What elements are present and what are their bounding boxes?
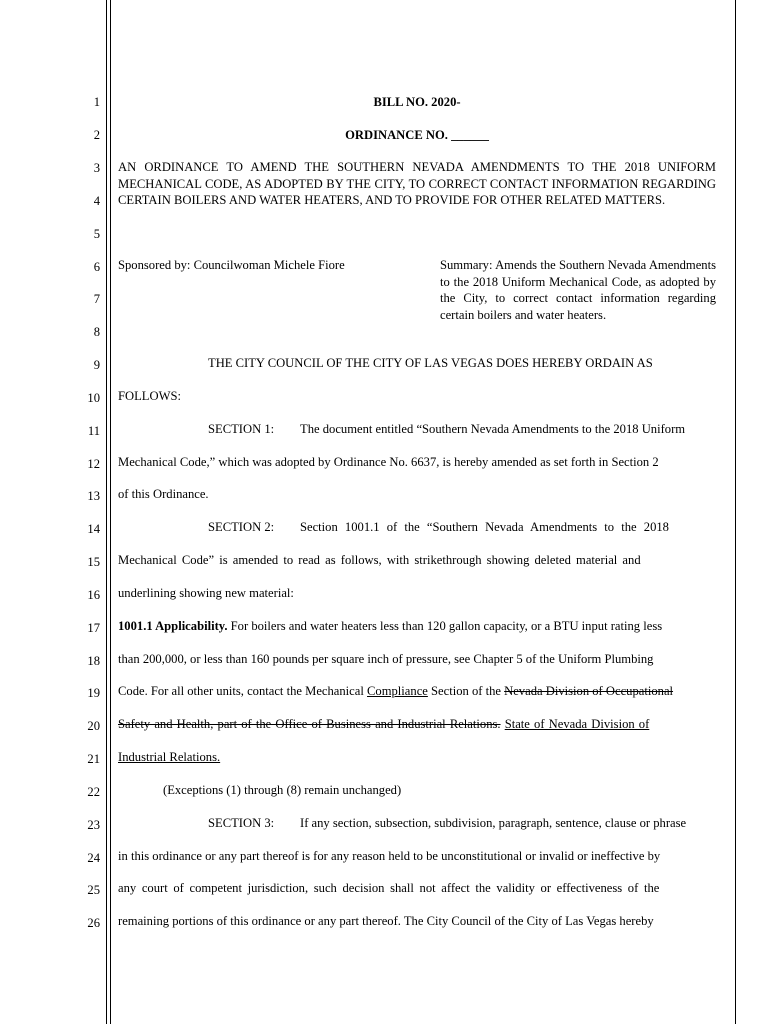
deleted-text: Nevada Division of Occupational bbox=[504, 684, 674, 698]
amended-line bbox=[118, 750, 716, 765]
amended-line bbox=[118, 717, 716, 732]
line-number: 12 bbox=[87, 457, 100, 471]
line-number: 5 bbox=[93, 227, 100, 241]
line-number: 8 bbox=[93, 325, 100, 339]
ordinance-number: ORDINANCE NO. ______ bbox=[345, 128, 489, 142]
amended-line bbox=[118, 684, 716, 699]
sponsor: Sponsored by: Councilwoman Michele Fiore bbox=[118, 258, 345, 272]
enacting-text: THE CITY COUNCIL OF THE CITY OF LAS VEGAS DOES HEREBY ORDAIN AS bbox=[208, 356, 653, 370]
inserted-text: Industrial Relations. bbox=[118, 750, 221, 764]
line-number: 23 bbox=[87, 818, 100, 832]
body-line: Mechanical Code,” which was adopted by Ordinance No. 6637, is hereby amended as set forth in Section 2 bbox=[118, 455, 659, 469]
line-number: 26 bbox=[87, 916, 100, 930]
enacting-clause bbox=[208, 356, 716, 371]
right-margin-rule bbox=[735, 0, 736, 1024]
section-label: SECTION 3: bbox=[208, 816, 275, 830]
line-number: 14 bbox=[87, 522, 100, 536]
bill-number: BILL NO. 2020- bbox=[373, 95, 461, 109]
section-1-line bbox=[208, 422, 716, 437]
line-number: 13 bbox=[87, 489, 100, 503]
ordinance-title: AN ORDINANCE TO AMEND THE SOUTHERN NEVADA AMENDMENTS TO THE 2018 UNIFORM MECHANICAL CODE, AS ADOPTED BY THE CITY, TO CORRECT CONTACT INFORMATION REGARDING CERTAIN BOILERS AND WATER HEATERS, AND TO PROVIDE FOR OTHER RELATED MATTERS. bbox=[118, 160, 716, 207]
line-number: 4 bbox=[93, 194, 100, 208]
applicability-text: For boilers and water heaters less than 120 gallon capacity, or a BTU input rating less bbox=[227, 619, 663, 633]
body-line: Mechanical Code” is amended to read as follows, with strikethrough showing deleted material and bbox=[118, 553, 641, 567]
body-line: than 200,000, or less than 160 pounds per square inch of pressure, see Chapter 5 of the Uniform Plumbing bbox=[118, 652, 654, 666]
inserted-text: Compliance bbox=[367, 684, 428, 698]
summary: Summary: Amends the Southern Nevada Amendments to the 2018 Uniform Mechanical Code, as adopted by the City, to correct contact information regarding certain boilers and water heaters. bbox=[440, 258, 716, 322]
deleted-text: Safety and Health, part of the Office of Business and Industrial Relations. bbox=[118, 717, 501, 731]
line-number: 11 bbox=[87, 424, 100, 438]
line-number: 21 bbox=[87, 752, 100, 766]
line-number: 24 bbox=[87, 851, 100, 865]
applicability-heading: 1001.1 Applicability. bbox=[118, 619, 228, 633]
line-number: 15 bbox=[87, 555, 100, 569]
section-2-line bbox=[208, 520, 716, 535]
body-line: FOLLOWS: bbox=[118, 389, 181, 403]
body-line: remaining portions of this ordinance or any part thereof. The City Council of the City of Las Vegas hereby bbox=[118, 914, 654, 928]
line-number: 16 bbox=[87, 588, 100, 602]
line-number: 1 bbox=[93, 95, 100, 109]
section-label: SECTION 2: bbox=[208, 520, 275, 534]
line-number: 3 bbox=[93, 161, 100, 175]
line-number: 10 bbox=[87, 391, 100, 405]
body-line: of this Ordinance. bbox=[118, 487, 209, 501]
inserted-text: State of Nevada Division of bbox=[504, 717, 650, 731]
line-number: 9 bbox=[93, 358, 100, 372]
left-margin-rule-inner bbox=[110, 0, 111, 1024]
line-number: 6 bbox=[93, 260, 100, 274]
line-number: 25 bbox=[87, 883, 100, 897]
line-number: 17 bbox=[87, 621, 100, 635]
line-number: 2 bbox=[93, 128, 100, 142]
left-margin-rule-outer bbox=[106, 0, 107, 1024]
section-3-line bbox=[208, 816, 716, 831]
section-text: The document entitled “Southern Nevada Amendments to the 2018 Uniform bbox=[300, 422, 686, 436]
line-number: 7 bbox=[93, 292, 100, 306]
body-line: in this ordinance or any part thereof is for any reason held to be unconstitutional or invalid or ineffective by bbox=[118, 849, 661, 863]
section-text: If any section, subsection, subdivision, paragraph, sentence, clause or phrase bbox=[300, 816, 687, 830]
body-line: any court of competent jurisdiction, such decision shall not affect the validity or effectiveness of the bbox=[118, 881, 660, 895]
line-number: 19 bbox=[87, 686, 100, 700]
exceptions-note: (Exceptions (1) through (8) remain unchanged) bbox=[163, 783, 402, 797]
section-text: Section 1001.1 of the “Southern Nevada Amendments to the 2018 bbox=[300, 520, 669, 534]
line-number: 20 bbox=[87, 719, 100, 733]
text-segment: Code. For all other units, contact the Mechanical bbox=[118, 684, 368, 698]
section-label: SECTION 1: bbox=[208, 422, 275, 436]
text-segment: Section of the bbox=[427, 684, 505, 698]
body-line: underlining showing new material: bbox=[118, 586, 294, 600]
line-number: 22 bbox=[87, 785, 100, 799]
line-number: 18 bbox=[87, 654, 100, 668]
applicability-line bbox=[118, 619, 716, 634]
